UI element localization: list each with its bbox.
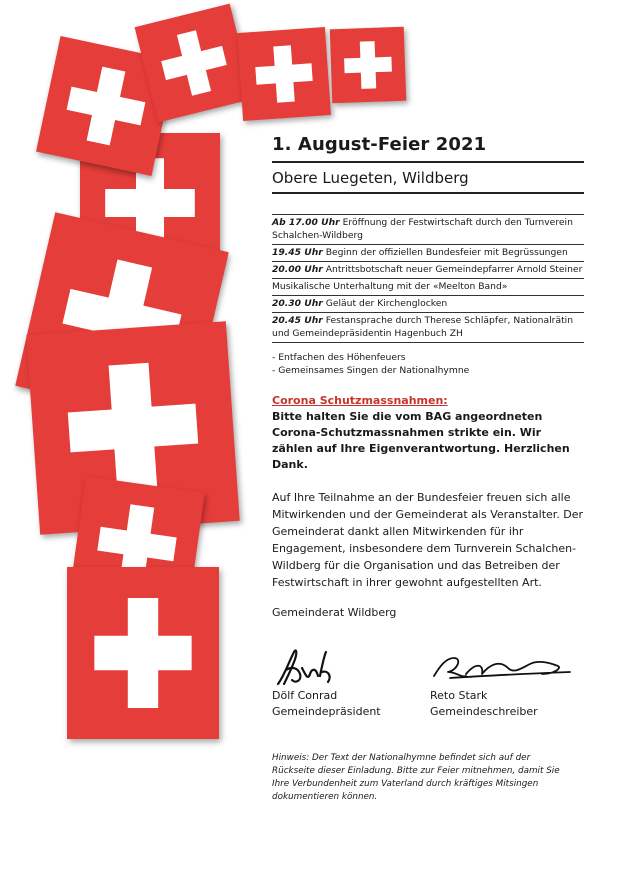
council-name: Gemeinderat Wildberg bbox=[272, 606, 397, 619]
schedule-text: Beginn der offiziellen Bundesfeier mit Begrüssungen bbox=[322, 247, 568, 258]
anthem-note: Hinweis: Der Text der Nationalhymne befindet sich auf der Rückseite dieser Einladung. Bitte zur Feier mitnehmen, damit Sie Ihre Verbundenheit zum Vaterland durch kräftiges Mitsingen dokumentieren können. bbox=[272, 753, 560, 802]
schedule-item bbox=[272, 278, 584, 295]
schedule-time: 20.00 Uhr bbox=[272, 264, 323, 275]
invitation-content bbox=[272, 134, 584, 619]
schedule-text: Musikalische Unterhaltung mit der «Meelton Band» bbox=[272, 281, 508, 292]
corona-heading: Corona Schutzmassnahmen: bbox=[272, 394, 448, 407]
schedule-time: 20.30 Uhr bbox=[272, 298, 323, 309]
handwritten-signature-stark bbox=[430, 646, 580, 688]
signer-name: Reto Stark bbox=[430, 689, 488, 702]
signer-name: Dölf Conrad bbox=[272, 689, 338, 702]
event-location: Obere Luegeten, Wildberg bbox=[272, 163, 584, 194]
schedule-item bbox=[272, 214, 584, 244]
schedule-text: Antrittsbotschaft neuer Gemeindepfarrer Arnold Steiner bbox=[322, 264, 583, 275]
thanks-paragraph: Auf Ihre Teilnahme an der Bundesfeier freuen sich alle Mitwirkenden und der Gemeinderat als Veranstalter. Der Gemeinderat dankt allen Mitwirkenden für ihr Engagement, insbesondere dem Turnverein Schalchen-Wildberg für die Organisation und das Betreiben der Festwirtschaft in ihrer gewohnt aufgestellten Art. bbox=[272, 491, 584, 589]
signature-president bbox=[272, 646, 422, 720]
signature-secretary bbox=[430, 646, 580, 720]
schedule-time: 20.45 Uhr bbox=[272, 315, 323, 326]
schedule-text: Festansprache durch Therese Schläpfer, Nationalrätin und Gemeindepräsidentin Hagenbuch ZH bbox=[272, 315, 574, 339]
activity-item: - Gemeinsames Singen der Nationalhymne bbox=[272, 365, 470, 376]
signer-role: Gemeindeschreiber bbox=[430, 705, 538, 718]
swiss-flag-icon bbox=[330, 27, 407, 104]
schedule-list bbox=[272, 214, 584, 343]
schedule-time: Ab 17.00 Uhr bbox=[272, 217, 340, 228]
schedule-time: 19.45 Uhr bbox=[272, 247, 323, 258]
handwritten-signature-conrad bbox=[272, 646, 422, 688]
corona-notice bbox=[272, 393, 584, 473]
activity-item: - Entfachen des Höhenfeuers bbox=[272, 352, 406, 363]
signature-block bbox=[272, 646, 592, 718]
schedule-item bbox=[272, 261, 584, 278]
schedule-item bbox=[272, 312, 584, 343]
schedule-text: Geläut der Kirchenglocken bbox=[322, 298, 448, 309]
schedule-item bbox=[272, 244, 584, 261]
corona-body: Bitte halten Sie die vom BAG angeordneten Corona-Schutzmassnahmen strikte ein. Wir zählen auf Ihre Eigenverantwortung. Herzlichen Dank. bbox=[272, 410, 570, 471]
swiss-flag-icon bbox=[237, 27, 331, 121]
swiss-flag-icon bbox=[67, 567, 219, 739]
schedule-item bbox=[272, 295, 584, 312]
signer-role: Gemeindepräsident bbox=[272, 705, 381, 718]
page-title: 1. August-Feier 2021 bbox=[272, 134, 584, 163]
schedule-text: Eröffnung der Festwirtschaft durch den Turnverein Schalchen-Wildberg bbox=[272, 217, 573, 241]
activity-list bbox=[272, 351, 584, 377]
